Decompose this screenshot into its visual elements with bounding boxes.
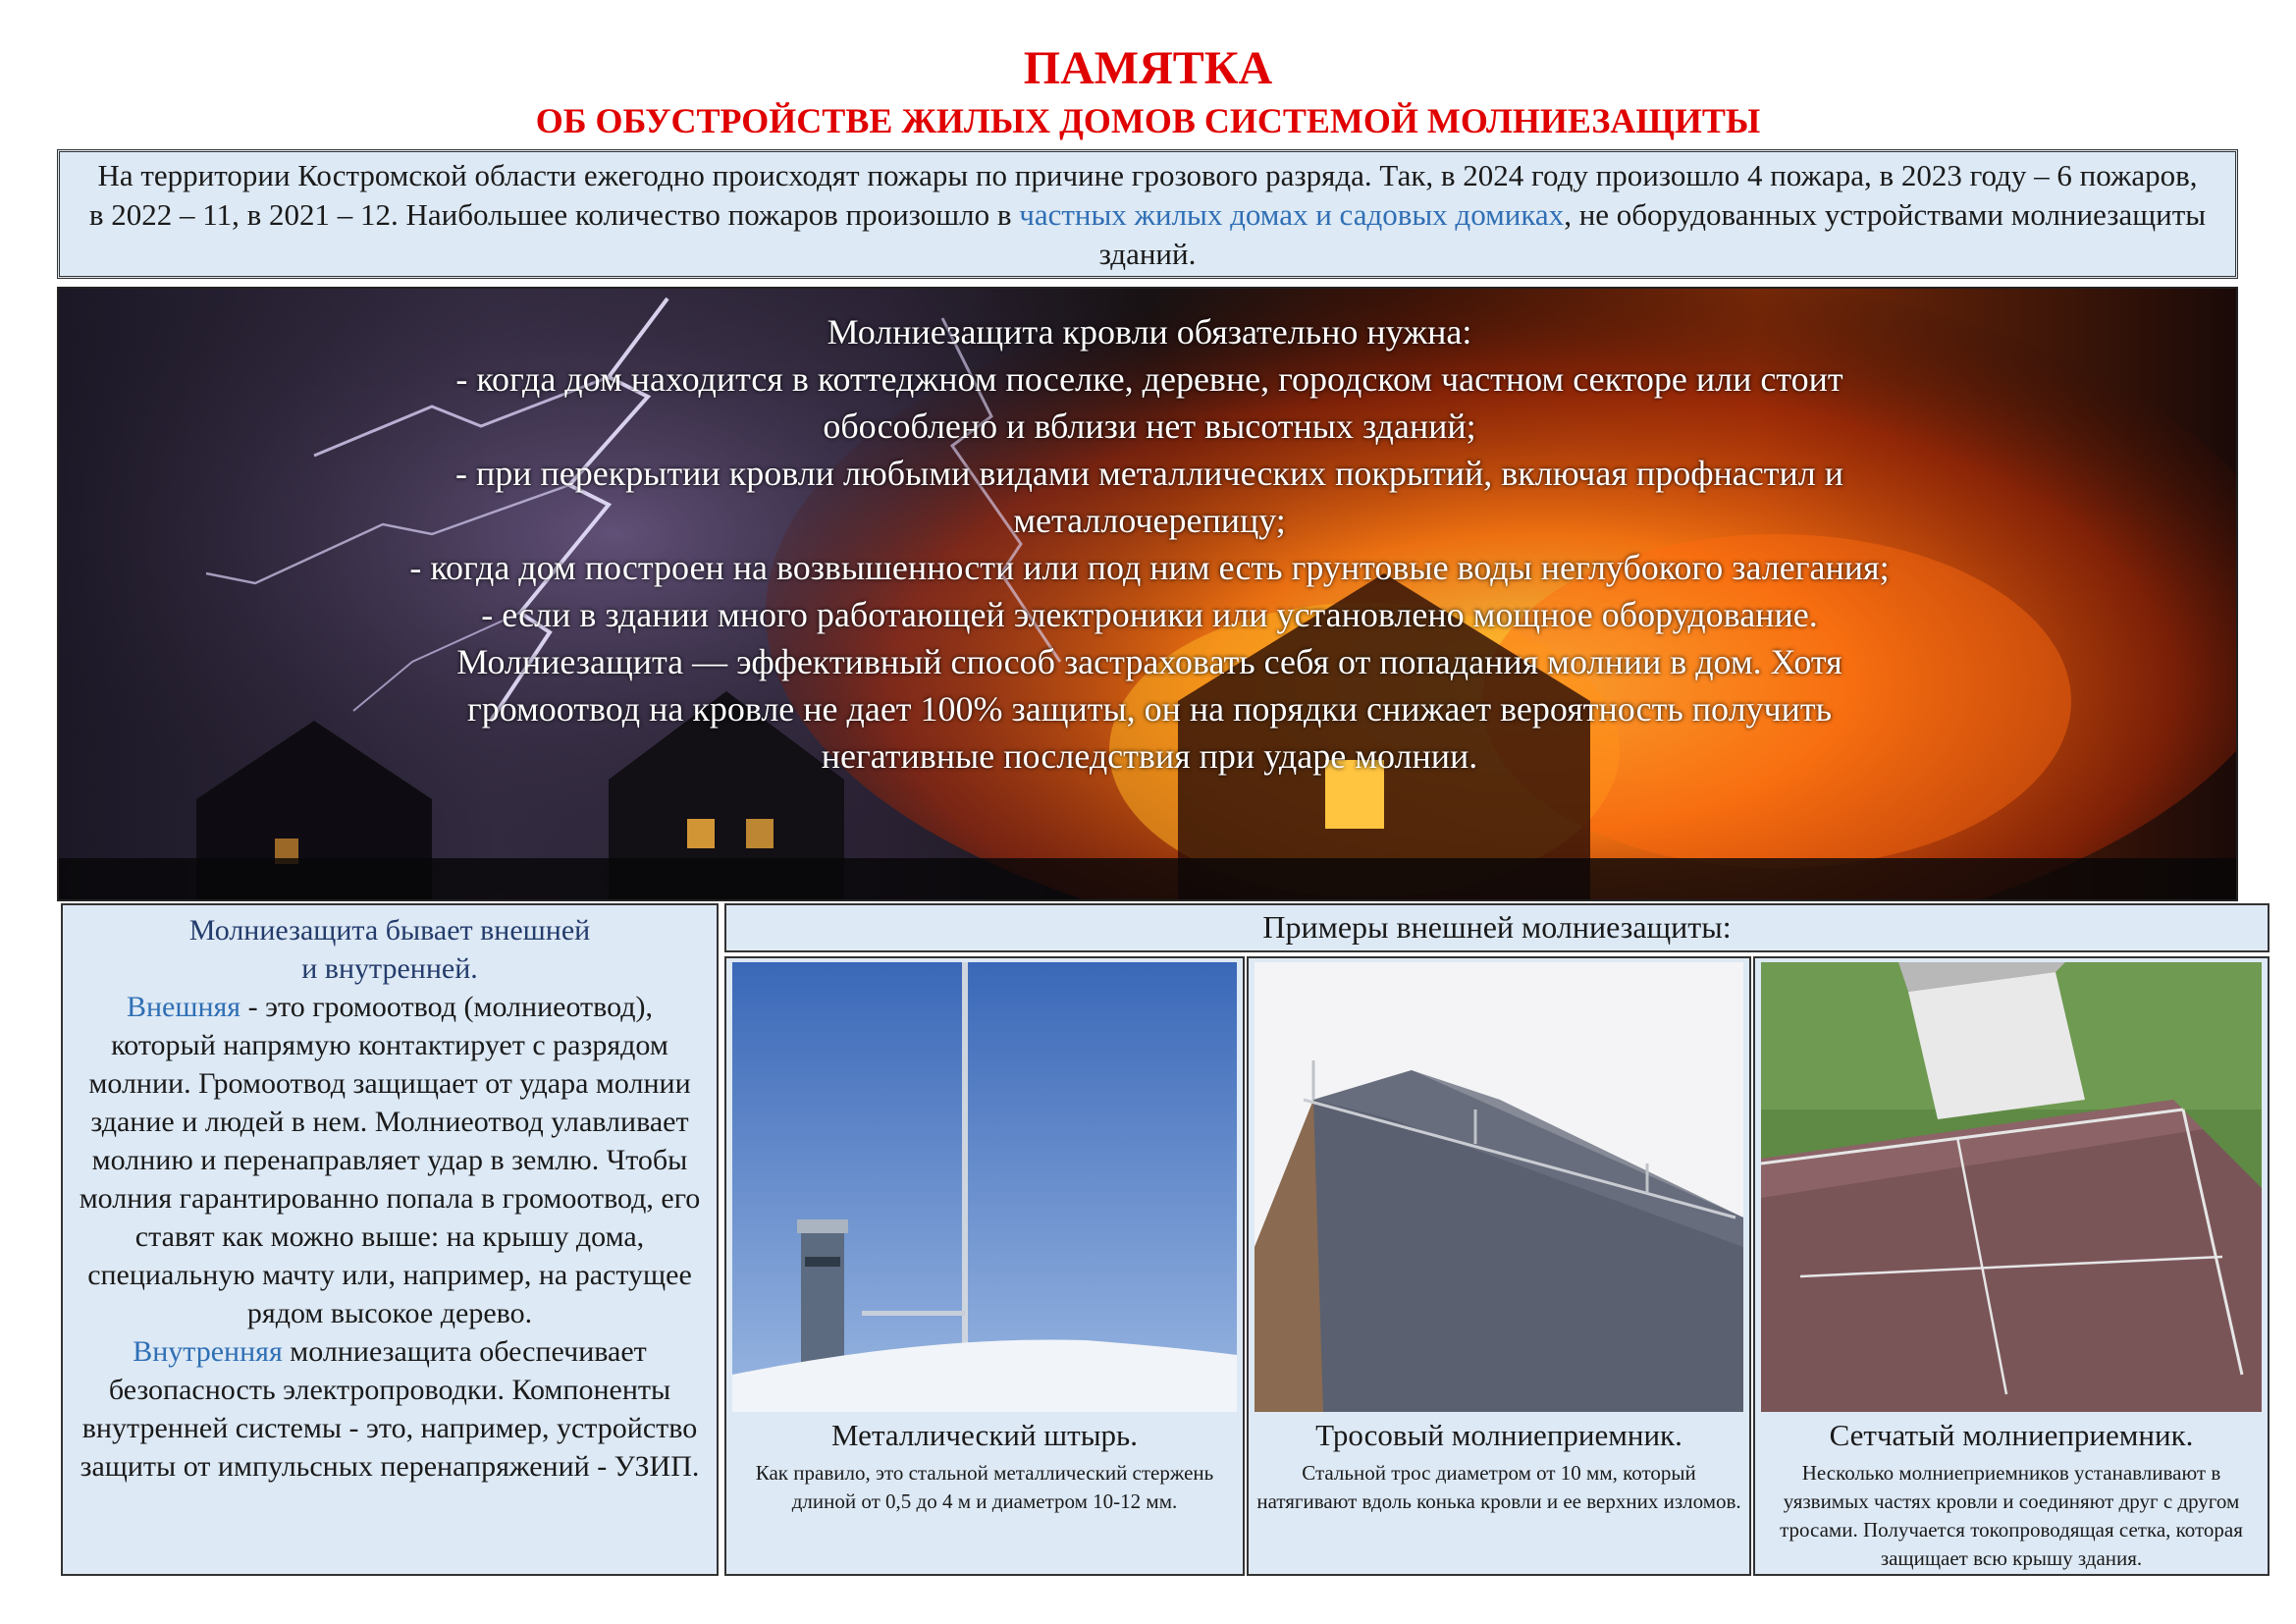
page-title: ПАМЯТКА — [1023, 42, 1273, 94]
hero-banner — [57, 287, 2238, 901]
hero-line-metal-roof: - при перекрытии кровли любыми видами металлических покрытий, включая профнастил и металлочерепицу; — [455, 454, 1843, 540]
rod-caption — [730, 1416, 1239, 1516]
protection-types-heading-2: и внутренней. — [301, 952, 478, 985]
rod-title: Металлический штырь. — [831, 1418, 1138, 1452]
example-card-rod — [724, 956, 1245, 1576]
hero-line-heading: Молниезащита кровли обязательно нужна: — [827, 312, 1472, 352]
internal-protection-paragraph — [73, 1332, 707, 1486]
mesh-lightning-catcher-image — [1761, 962, 2262, 1412]
cable-lightning-catcher-image — [1255, 962, 1743, 1412]
mesh-photo — [1761, 962, 2262, 1412]
intro-text-end: , не оборудованных устройствами молниезащиты зданий. — [1098, 197, 2207, 271]
lightning-rod-image — [732, 962, 1237, 1412]
internal-protection-term: Внутренняя — [133, 1335, 283, 1368]
page-subtitle: ОБ ОБУСТРОЙСТВЕ ЖИЛЫХ ДОМОВ СИСТЕМОЙ МОЛНИЕЗАЩИТЫ — [535, 101, 1761, 140]
mesh-description: Несколько молниеприемников устанавливают в уязвимых частях кровли и соединяют друг с другом тросами. Получается токопроводящая сетка, которая защищает всю крышу здания. — [1780, 1461, 2243, 1570]
external-protection-term: Внешняя — [126, 991, 241, 1023]
hero-line-elevation: - когда дом построен на возвышенности или под ним есть грунтовые воды неглубокого залегания; — [409, 548, 1890, 587]
internal-protection-text: молниезащита обеспечивает безопасность электропроводки. Компоненты внутренней системы - это, например, устройство защиты от импульсных перенапряжений - УЗИП. — [80, 1335, 700, 1483]
rod-description: Как правило, это стальной металлический стержень длиной от 0,5 до 4 м и диаметром 10-12 мм. — [755, 1461, 1214, 1513]
mesh-title: Сетчатый молниеприемник. — [1829, 1418, 2194, 1452]
cable-description: Стальной трос диаметром от 10 мм, который натягивают вдоль конька кровли и ее верхних изломов. — [1256, 1461, 1741, 1513]
external-protection-text: - это громоотвод (молниеотвод), который напрямую контактирует с разрядом молнии. Громоотвод защищает от удара молнии здание и людей в нем. Молниеотвод улавливает молнию и перенаправляет удар в землю. Чтобы молния гарантированно попала в громоотвод, его ставят как можно выше: на крышу дома, специальную мачту или, например, на растущее рядом высокое дерево. — [79, 991, 701, 1329]
rod-photo — [732, 962, 1237, 1412]
example-card-mesh — [1753, 956, 2269, 1576]
external-protection-paragraph — [73, 988, 707, 1332]
cable-caption — [1253, 1416, 1745, 1516]
example-card-cable — [1247, 956, 1751, 1576]
hero-text — [59, 308, 2238, 780]
hero-line-conclusion: Молниезащита — эффективный способ застраховать себя от попадания молнии в дом. Хотя громоотвод на кровле не дает 100% защиты, он на порядки снижает вероятность получить негативные последствия при ударе молнии. — [456, 642, 1842, 776]
intro-highlight: частных жилых домах и садовых домиках — [1019, 197, 1565, 232]
examples-header: Примеры внешней молниезащиты: — [724, 903, 2269, 952]
intro-box — [57, 149, 2238, 279]
protection-types-panel — [61, 903, 719, 1576]
hero-line-village: - когда дом находится в коттеджном поселке, деревне, городском частном секторе или стоит обособлено и вблизи нет высотных зданий; — [455, 359, 1843, 446]
hero-line-electronics: - если в здании много работающей электроники или установлено мощное оборудование. — [481, 595, 1818, 634]
protection-types-heading-1: Молниезащита бывает внешней — [188, 914, 591, 947]
cable-photo — [1255, 962, 1743, 1412]
cable-title: Тросовый молниеприемник. — [1315, 1418, 1682, 1452]
mesh-caption — [1759, 1416, 2264, 1573]
intro-text-start: На территории Костромской области ежегодно происходят пожары по причине грозового разряда. Так, в 2024 году произошло 4 пожара, в 2023 году – 6 пожаров, в 2022 – 11, в 2021 – 12. Наибольшее количество пожаров произошло в — [88, 158, 2198, 232]
